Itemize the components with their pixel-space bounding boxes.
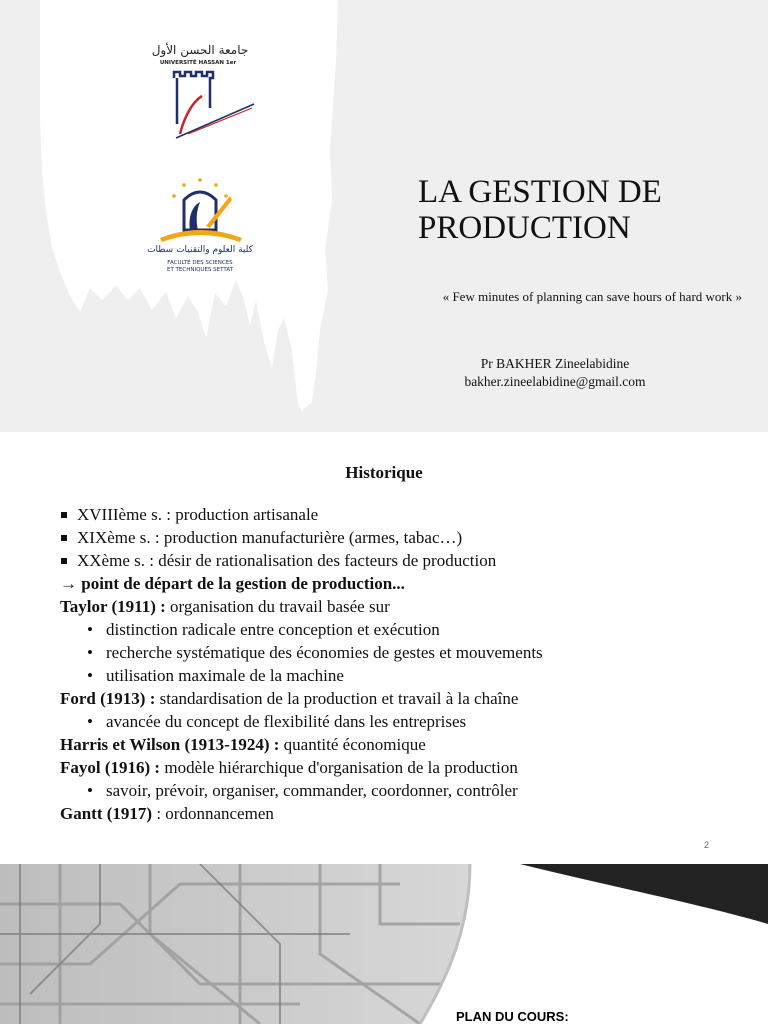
author-block (440, 355, 670, 391)
sub-list-item: • utilisation maximale de la machine (87, 666, 344, 685)
gantt-entry: Gantt (1917) : ordonnancemen (60, 804, 274, 823)
ford-entry: Ford (1913) : standardisation de la production et travail à la chaîne (60, 689, 519, 708)
title-slide (0, 0, 768, 432)
history-slide (0, 432, 768, 864)
list-item: XVIIIème s. : production artisanale (60, 503, 750, 526)
bullet-icon: • (87, 643, 93, 662)
svg-text:ET TECHNIQUES SETTAT: ET TECHNIQUES SETTAT (166, 267, 234, 273)
fayol-entry: Fayol (1916) : modèle hiérarchique d'organisation de la production (60, 758, 518, 777)
svg-text:FACULTÉ DES SCIENCES: FACULTÉ DES SCIENCES (167, 260, 233, 266)
metro-map-background (0, 864, 768, 1024)
slide-body (60, 503, 750, 825)
plan-slide (0, 864, 768, 1024)
sub-list-item: • distinction radicale entre conception et exécution (87, 620, 440, 639)
page-number: 2 (704, 840, 710, 850)
square-bullet-icon (61, 558, 67, 564)
svg-text:جامعة الحسن الأول: جامعة الحسن الأول (151, 43, 249, 57)
harris-wilson-entry: Harris et Wilson (1913-1924) : quantité économique (60, 735, 426, 754)
quote: « Few minutes of planning can save hours of hard work » (442, 289, 742, 304)
svg-text:UNIVERSITÉ HASSAN 1er: UNIVERSITÉ HASSAN 1er (159, 60, 237, 66)
bullet-icon: • (87, 666, 93, 685)
square-bullet-icon (61, 512, 67, 518)
sub-list-item: • savoir, prévoir, organiser, commander, coordonner, contrôler (87, 781, 518, 800)
plan-heading: PLAN DU COURS: (456, 1009, 569, 1024)
slide-heading: Historique (345, 463, 423, 482)
bullet-icon: • (87, 781, 93, 800)
faculty-sciences-settat-logo (146, 176, 254, 276)
taylor-entry: Taylor (1911) : organisation du travail basée sur (60, 597, 390, 616)
slide-title (418, 174, 662, 246)
arrow-statement: → point de départ de la gestion de production... (60, 574, 405, 593)
list-item: XXème s. : désir de rationalisation des facteurs de production (60, 549, 750, 572)
title-line-1: LA GESTION DE (418, 174, 662, 210)
university-hassan-logo (140, 38, 260, 142)
sub-list-item: • avancée du concept de flexibilité dans les entreprises (87, 712, 467, 731)
author-email: bakher.zineelabidine@gmail.com (464, 374, 646, 389)
square-bullet-icon (61, 535, 67, 541)
list-item: XIXème s. : production manufacturière (armes, tabac…) (60, 526, 750, 549)
sub-list-item: • recherche systématique des économies de gestes et mouvements (87, 643, 543, 662)
author-name: Pr BAKHER Zineelabidine (480, 356, 630, 371)
bullet-icon: • (87, 712, 93, 731)
title-line-2: PRODUCTION (418, 210, 631, 246)
bullet-icon: • (87, 620, 93, 639)
svg-text:كلية العلوم والتقنيات سطات: كلية العلوم والتقنيات سطات (147, 245, 253, 255)
